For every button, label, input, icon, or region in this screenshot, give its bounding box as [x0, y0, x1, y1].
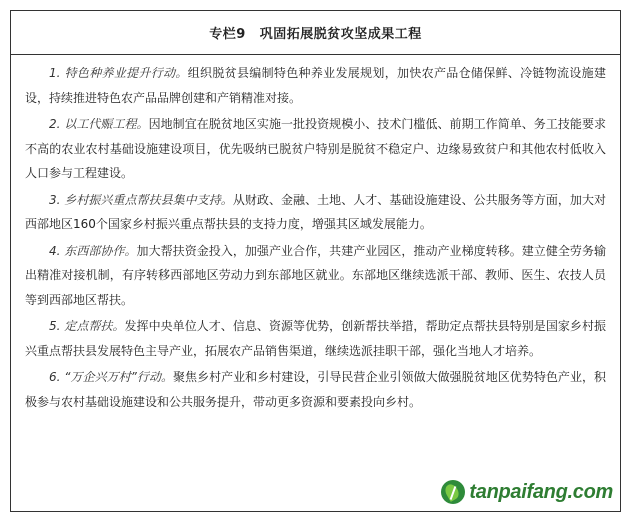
- item-lead: 3. 乡村振兴重点帮扶县集中支持。: [49, 192, 233, 207]
- watermark-text: tanpaifang.com: [469, 480, 613, 503]
- box-title: [11, 11, 620, 55]
- item-lead: 1. 特色种养业提升行动。: [49, 66, 188, 80]
- list-item: [25, 61, 606, 110]
- list-item: [25, 314, 606, 363]
- item-lead: 5. 定点帮扶。: [49, 319, 125, 333]
- feature-box: [10, 10, 621, 512]
- item-lead: 4. 东西部协作。: [49, 243, 137, 258]
- item-lead: 6. “万企兴万村”行动。: [49, 370, 174, 384]
- site-watermark: [437, 478, 617, 506]
- item-body: 因地制宜在脱贫地区实施一批投资规模小、技术门槛低、前期工作简单、务工技能要求不高的农业农村基础设施建设项目，优先吸纳已脱贫户特别是脱贫不稳定户、边缘易致贫户和其他农村低收入人口参与工程建设。: [25, 117, 606, 180]
- item-lead: 2. 以工代赈工程。: [49, 117, 149, 131]
- item-body: 组织脱贫县编制特色种养业发展规划，加快农产品仓储保鲜、冷链物流设施建设，持续推进特色农产品品牌创建和产销精准对接。: [25, 66, 606, 105]
- list-item: [25, 112, 606, 186]
- item-body: 聚焦乡村产业和乡村建设，引导民营企业引领做大做强脱贫地区优势特色产业，积极参与农村基础设施建设和公共服务提升，带动更多资源和要素投向乡村。: [25, 370, 606, 409]
- box-title-text: 巩固拓展脱贫攻坚成果工程: [259, 27, 422, 42]
- item-body: 从财政、金融、土地、人才、基础设施建设、公共服务等方面，加大对西部地区160个国家乡村振兴重点帮扶县的支持力度，增强其区域发展能力。: [25, 192, 606, 231]
- box-number: 专栏9: [209, 27, 246, 42]
- item-body: 加大帮扶资金投入，加强产业合作，共建产业园区，推动产业梯度转移。建立健全劳务输出精准对接机制，有序转移西部地区劳动力到东部地区就业。东部地区继续选派干部、教师、医生、农技人员等到西部地区帮扶。: [25, 243, 607, 307]
- leaf-logo-icon: [441, 480, 465, 504]
- list-item: [25, 365, 606, 414]
- list-item: [25, 239, 606, 313]
- box-content: [11, 55, 620, 414]
- item-body: 发挥中央单位人才、信息、资源等优势，创新帮扶举措，帮助定点帮扶县特别是国家乡村振兴重点帮扶县发展特色主导产业，拓展农产品销售渠道，继续选派挂职干部，强化当地人才培养。: [25, 319, 606, 358]
- list-item: [25, 188, 606, 237]
